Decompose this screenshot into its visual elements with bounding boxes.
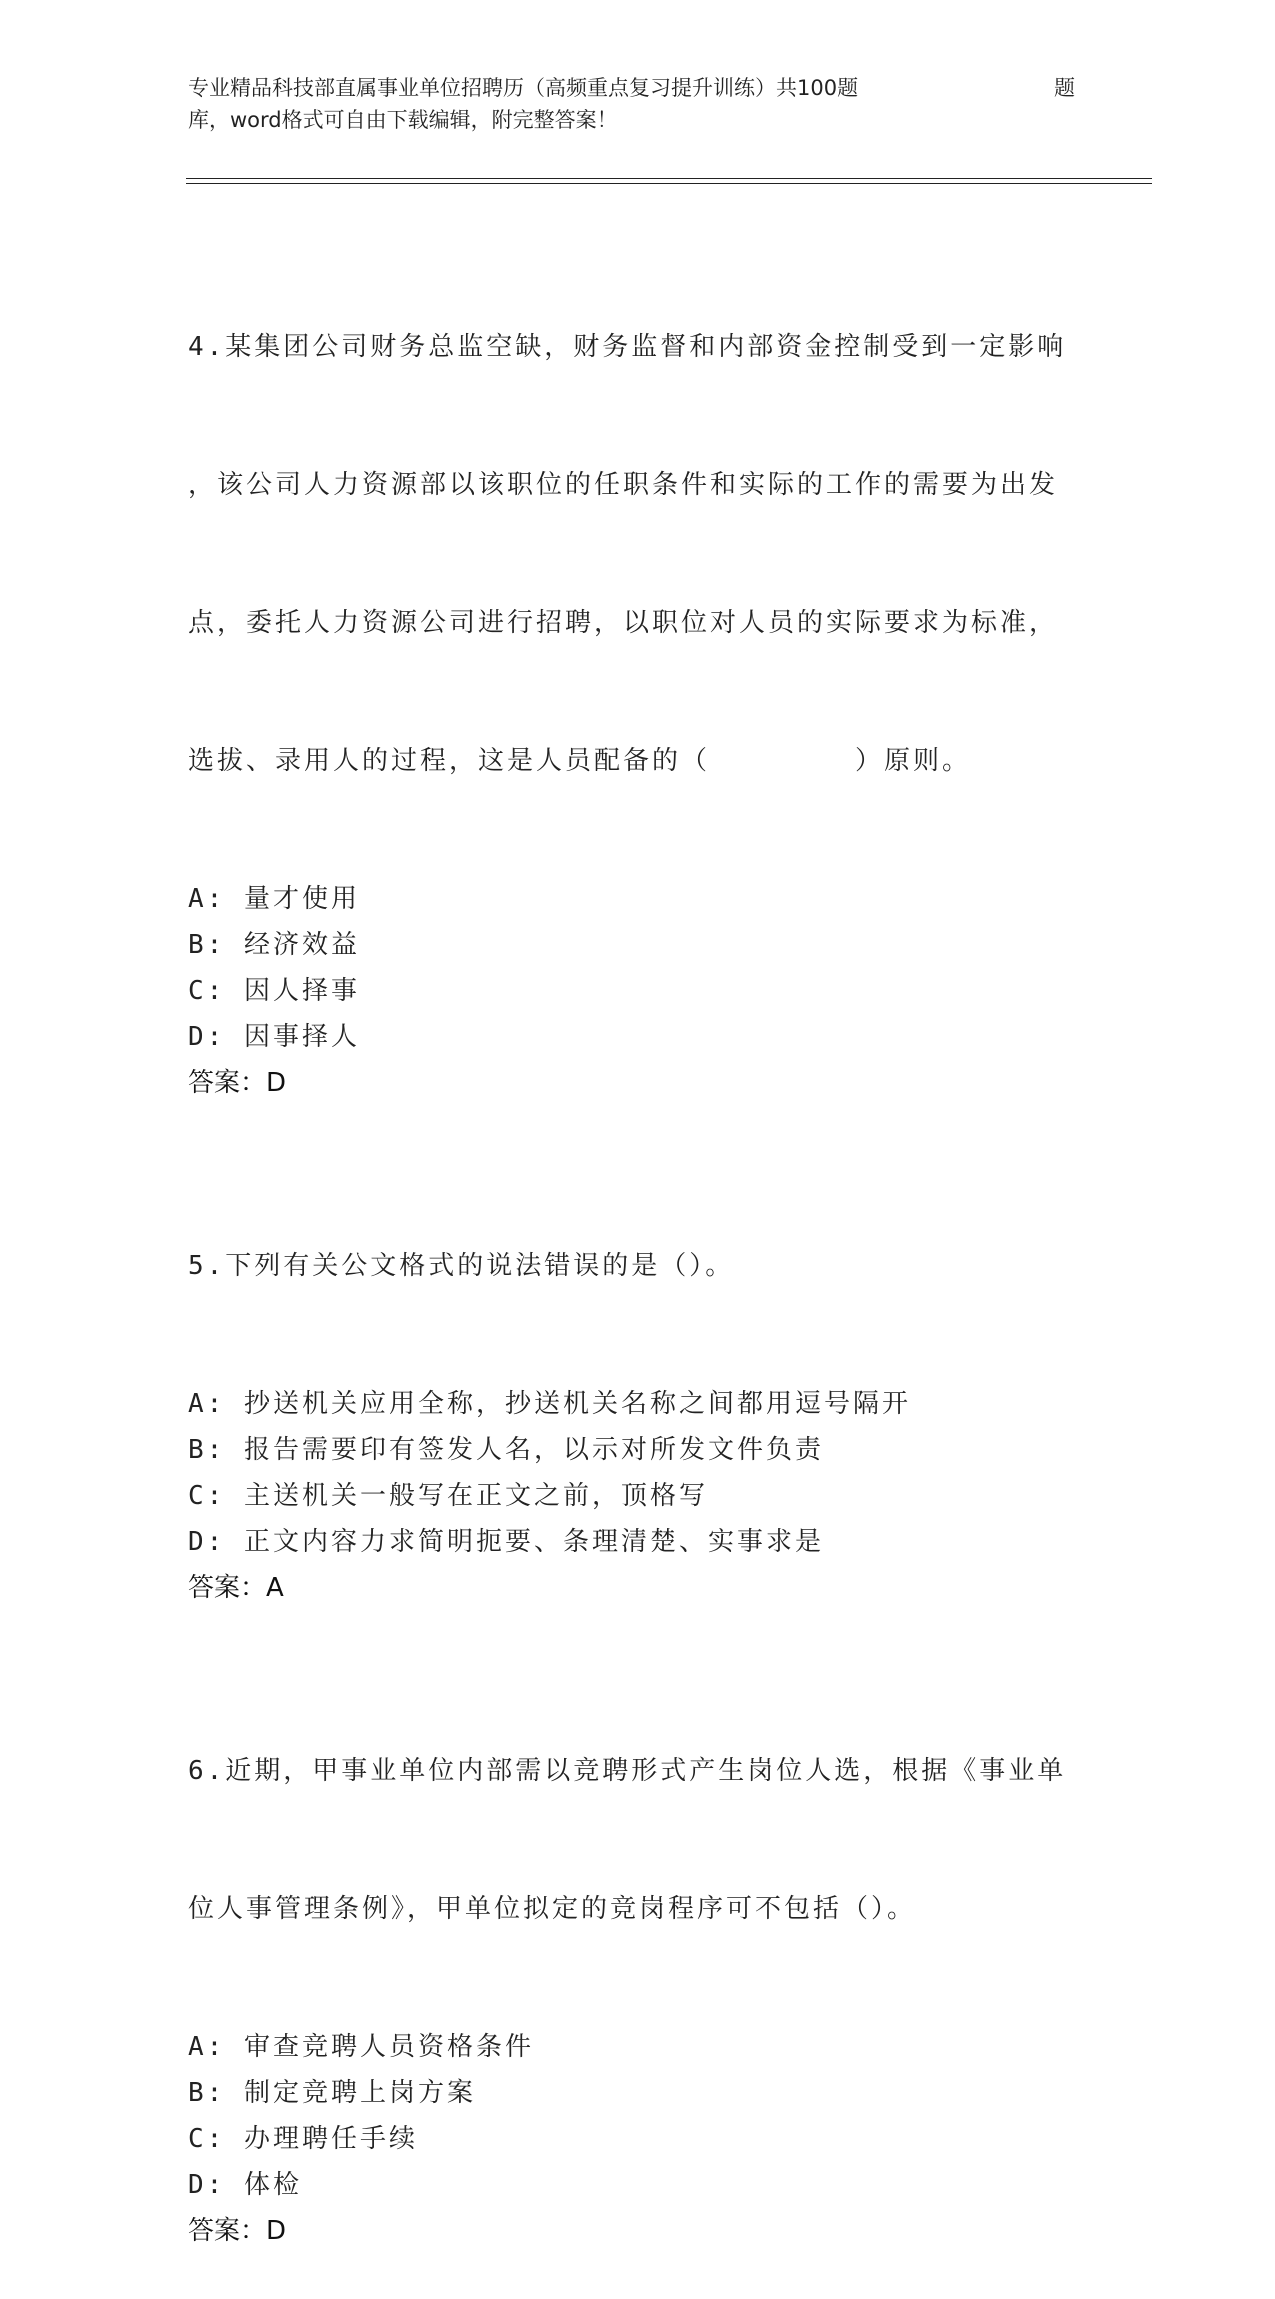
question-4-option-a: A: 量才使用 <box>188 884 360 914</box>
question-4-stem <box>188 232 1088 876</box>
question-6-stem <box>188 1656 1088 2024</box>
question-4-line-3: 点，委托人力资源公司进行招聘，以职位对人员的实际要求为标准， <box>188 608 1059 638</box>
question-6-option-b: B: 制定竞聘上岗方案 <box>188 2078 476 2108</box>
question-4-line-2: ，该公司人力资源部以该职位的任职条件和实际的工作的需要为出发 <box>188 470 1059 500</box>
question-5-option-c: C: 主送机关一般写在正文之前，顶格写 <box>188 1481 708 1511</box>
header-title-trailing-char: 题 <box>1054 76 1075 100</box>
question-4-option-c: C: 因人择事 <box>188 976 360 1006</box>
question-4-line-4: 选拔、录用人的过程，这是人员配备的（ ）原则。 <box>188 746 972 776</box>
question-5 <box>188 1151 1088 1611</box>
question-5-option-b: B: 报告需要印有签发人名，以示对所发文件负责 <box>188 1435 824 1465</box>
question-5-stem <box>188 1151 1088 1381</box>
question-6-line-1: 6.近期，甲事业单位内部需以竞聘形式产生岗位人选，根据《事业单 <box>188 1756 1067 1786</box>
question-4 <box>188 232 1088 1106</box>
header-divider-bottom <box>186 183 1152 184</box>
header-title-line-1: 专业精品科技部直属事业单位招聘历（高频重点复习提升训练）共100题 <box>188 76 859 100</box>
question-6-option-a: A: 审查竞聘人员资格条件 <box>188 2032 534 2062</box>
question-6 <box>188 1656 1088 2254</box>
question-5-answer: 答案：A <box>188 1573 284 1603</box>
question-4-answer: 答案：D <box>188 1068 287 1098</box>
question-5-option-a: A: 抄送机关应用全称，抄送机关名称之间都用逗号隔开 <box>188 1389 911 1419</box>
question-5-option-d: D: 正文内容力求简明扼要、条理清楚、实事求是 <box>188 1527 824 1557</box>
question-list <box>188 232 1088 2299</box>
question-5-line-1: 5.下列有关公文格式的说法错误的是（）。 <box>188 1251 735 1281</box>
question-6-option-d: D: 体检 <box>188 2170 302 2200</box>
question-6-answer: 答案：D <box>188 2216 287 2246</box>
header-divider-top <box>186 178 1152 179</box>
question-4-option-b: B: 经济效益 <box>188 930 360 960</box>
question-6-option-c: C: 办理聘任手续 <box>188 2124 418 2154</box>
question-4-line-1: 4.某集团公司财务总监空缺，财务监督和内部资金控制受到一定影响 <box>188 332 1067 362</box>
header-title-line-2: 库，word格式可自由下载编辑，附完整答案！ <box>188 108 618 132</box>
question-4-option-d: D: 因事择人 <box>188 1022 360 1052</box>
document-header <box>188 72 1088 136</box>
question-6-line-2: 位人事管理条例》，甲单位拟定的竞岗程序可不包括（）。 <box>188 1894 917 1924</box>
